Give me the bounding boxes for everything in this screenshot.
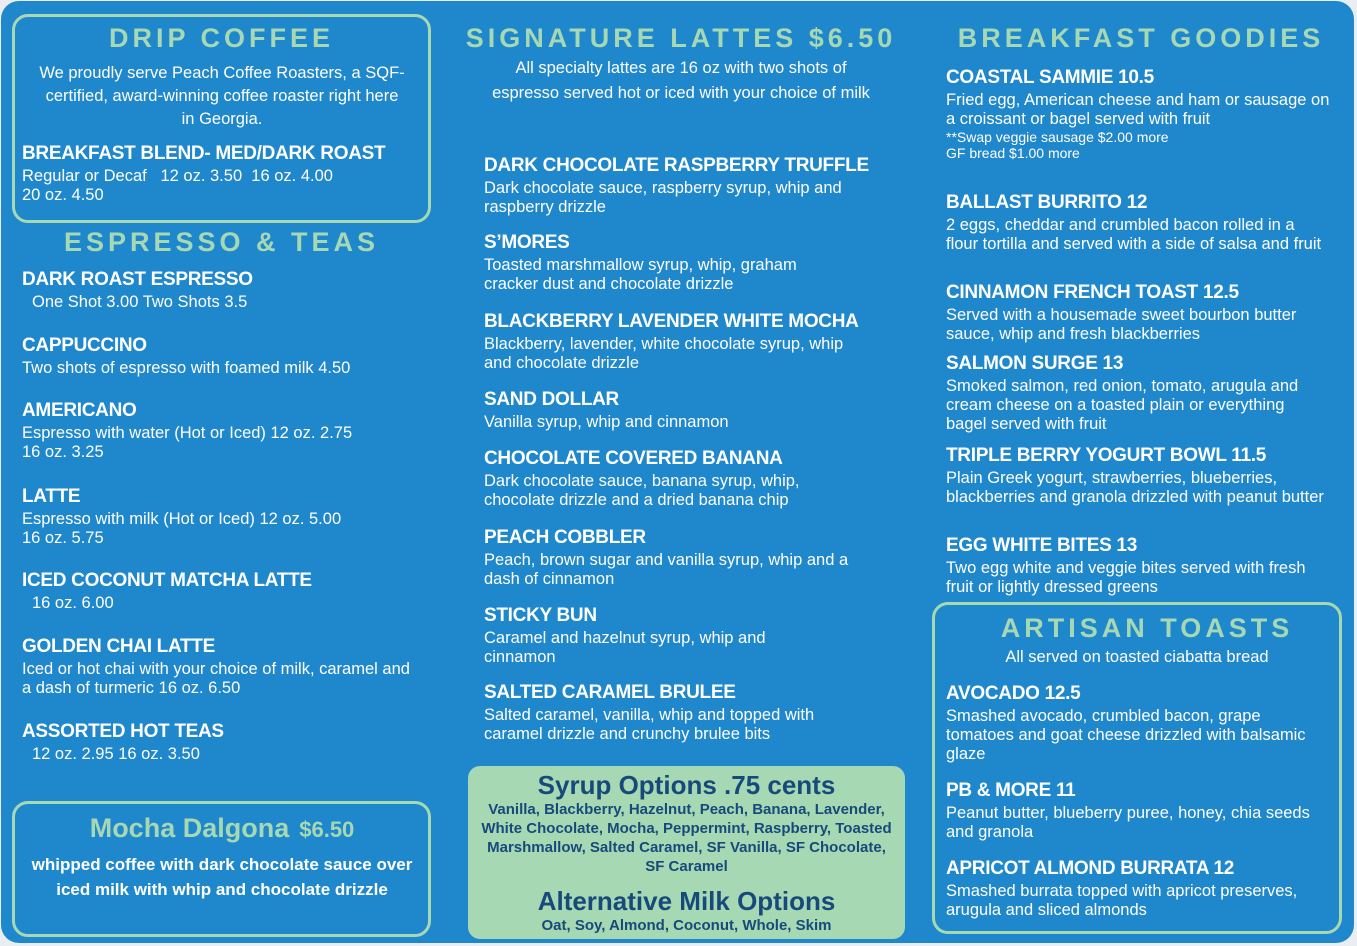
menu-item-sticky-bun: [484, 605, 884, 667]
menu-item-ballast-burrito: [946, 192, 1331, 254]
item-name: SALMON SURGE 13: [946, 353, 1124, 374]
menu-item-cinnamon-french-toast: [946, 282, 1316, 344]
item-desc: Salted caramel, vanilla, whip and topped with caramel drizzle and crunchy brulee bits: [484, 706, 815, 743]
menu-item-espresso: [22, 269, 422, 312]
mocha-dalgona-price: $6.50: [299, 817, 355, 842]
milk-options-list: Oat, Soy, Almond, Coconut, Whole, Skim: [541, 917, 832, 934]
item-name: AMERICANO: [22, 400, 137, 421]
item-desc: Blackberry, lavender, white chocolate syrup, whip and chocolate drizzle: [484, 335, 844, 372]
artisan-toasts-intro: All served on toasted ciabatta bread: [1005, 648, 1269, 666]
item-desc: Dark chocolate sauce, banana syrup, whip, chocolate drizzle and a dried banana chip: [484, 472, 800, 509]
item-name: GOLDEN CHAI LATTE: [22, 636, 215, 657]
menu-item-chocolate-banana: [484, 448, 884, 510]
menu-item-breakfast-blend: [22, 143, 422, 205]
item-name: APRICOT ALMOND BURRATA 12: [946, 858, 1235, 879]
menu-item-avocado-toast: [946, 683, 1321, 764]
menu-item-iced-coconut-matcha: [22, 570, 422, 613]
item-desc: 2 eggs, cheddar and crumbled bacon rolled in a flour tortilla and served with a side of salsa and fruit: [946, 216, 1322, 253]
syrup-options-list: Vanilla, Blackberry, Hazelnut, Peach, Banana, Lavender, White Chocolate, Mocha, Peppermint, Raspberry, Toasted Marshmallow, Salted Caramel, SF Vanilla, SF Chocolate, SF Caramel: [481, 801, 892, 875]
item-name: CINNAMON FRENCH TOAST 12.5: [946, 282, 1239, 303]
menu-item-coastal-sammie: [946, 67, 1331, 161]
syrup-options-box: [468, 766, 905, 939]
item-name: DARK CHOCOLATE RASPBERRY TRUFFLE: [484, 155, 869, 176]
item-desc: Served with a housemade sweet bourbon butter sauce, whip and fresh blackberries: [946, 306, 1297, 343]
menu-item-pb-and-more: [946, 780, 1321, 842]
item-desc: Toasted marshmallow syrup, whip, graham cracker dust and chocolate drizzle: [484, 256, 797, 293]
item-name: DARK ROAST ESPRESSO: [22, 269, 253, 290]
syrup-options-title: Syrup Options .75 cents: [537, 770, 836, 800]
menu-item-raspberry-truffle: [484, 155, 884, 217]
menu-item-salted-caramel-brulee: [484, 682, 884, 744]
item-name: TRIPLE BERRY YOGURT BOWL 11.5: [946, 445, 1266, 466]
item-desc: Caramel and hazelnut syrup, whip and cinnamon: [484, 629, 766, 666]
item-desc: 12 oz. 2.95 16 oz. 3.50: [32, 745, 200, 763]
item-desc: Fried egg, American cheese and ham or sausage on a croissant or bagel served with fruit: [946, 91, 1330, 128]
menu-item-peach-cobbler: [484, 527, 884, 589]
menu-item-latte: [22, 486, 422, 548]
mocha-dalgona-name: Mocha Dalgona: [89, 813, 290, 843]
item-name: STICKY BUN: [484, 605, 597, 626]
signature-lattes-intro: All specialty lattes are 16 oz with two shots of espresso served hot or iced with your choice of milk: [492, 59, 870, 102]
item-note: **Swap veggie sausage $2.00 more: [946, 129, 1169, 145]
item-name: BREAKFAST BLEND- MED/DARK ROAST: [22, 143, 386, 164]
item-name: CHOCOLATE COVERED BANANA: [484, 448, 783, 469]
item-desc: Smashed burrata topped with apricot preserves, arugula and sliced almonds: [946, 882, 1298, 919]
drip-coffee-intro: We proudly serve Peach Coffee Roasters, a SQF-certified, award-winning coffee roaster right here in Georgia.: [39, 64, 405, 128]
item-name: AVOCADO 12.5: [946, 683, 1081, 704]
espresso-teas-heading: ESPRESSO & TEAS: [63, 227, 380, 257]
item-desc: 16 oz. 6.00: [32, 594, 114, 612]
item-name: LATTE: [22, 486, 81, 507]
mocha-dalgona-desc: whipped coffee with dark chocolate sauce over iced milk with whip and chocolate drizzle: [31, 855, 413, 899]
milk-options-title: Alternative Milk Options: [537, 886, 836, 916]
item-note: GF bread $1.00 more: [946, 145, 1080, 161]
mocha-dalgona-title: [15, 813, 429, 844]
menu-item-salmon-surge: [946, 353, 1316, 434]
item-desc: Peach, brown sugar and vanilla syrup, whip and a dash of cinnamon: [484, 551, 849, 588]
menu-item-triple-berry-bowl: [946, 445, 1331, 507]
item-desc-line: 16 oz. 5.75: [22, 529, 104, 547]
item-name: ICED COCONUT MATCHA LATTE: [22, 570, 312, 591]
item-desc: [22, 510, 422, 548]
cafe-menu: [1, 1, 1354, 943]
item-desc: [22, 167, 422, 205]
item-name: BLACKBERRY LAVENDER WHITE MOCHA: [484, 311, 859, 332]
item-name: CAPPUCCINO: [22, 335, 147, 356]
drip-coffee-heading: DRIP COFFEE: [108, 23, 335, 53]
item-desc: Dark chocolate sauce, raspberry syrup, whip and raspberry drizzle: [484, 179, 842, 216]
item-desc: Iced or hot chai with your choice of milk, caramel and a dash of turmeric 16 oz. 6.50: [22, 660, 410, 697]
menu-item-apricot-burrata: [946, 858, 1338, 920]
item-name: COASTAL SAMMIE 10.5: [946, 67, 1154, 88]
item-name: PEACH COBBLER: [484, 527, 646, 548]
item-desc: Smashed avocado, crumbled bacon, grape tomatoes and goat cheese drizzled with balsamic glaze: [946, 707, 1306, 763]
item-desc: Peanut butter, blueberry puree, honey, chia seeds and granola: [946, 804, 1310, 841]
item-desc: Two shots of espresso with foamed milk 4.50: [22, 359, 351, 377]
item-desc-line: Regular or Decaf 12 oz. 3.50 16 oz. 4.00: [22, 167, 333, 185]
item-desc: [22, 424, 422, 462]
menu-item-blackberry-lavender: [484, 311, 884, 373]
item-desc-line: Espresso with milk (Hot or Iced) 12 oz. 5.00: [22, 510, 342, 528]
menu-item-sand-dollar: [484, 389, 884, 432]
item-name: EGG WHITE BITES 13: [946, 535, 1137, 556]
item-desc: Two egg white and veggie bites served with fresh fruit or lightly dressed greens: [946, 559, 1306, 596]
breakfast-goodies-heading: BREAKFAST GOODIES: [957, 23, 1325, 53]
menu-item-americano: [22, 400, 422, 462]
item-desc-line: 20 oz. 4.50: [22, 186, 104, 204]
item-name: PB & MORE 11: [946, 780, 1076, 801]
menu-item-egg-white-bites: [946, 535, 1316, 597]
item-name: SALTED CARAMEL BRULEE: [484, 682, 736, 703]
item-desc-line: 16 oz. 3.25: [22, 443, 104, 461]
artisan-toasts-heading: ARTISAN TOASTS: [1000, 613, 1294, 643]
item-desc-line: Espresso with water (Hot or Iced) 12 oz. 2.75: [22, 424, 353, 442]
item-desc: Smoked salmon, red onion, tomato, arugula and cream cheese on a toasted plain or everything bagel served with fruit: [946, 377, 1299, 433]
item-desc: Plain Greek yogurt, strawberries, blueberries, blackberries and granola drizzled with peanut butter: [946, 469, 1324, 506]
menu-item-smores: [484, 232, 884, 294]
menu-item-cappuccino: [22, 335, 422, 378]
menu-item-golden-chai: [22, 636, 422, 698]
item-name: ASSORTED HOT TEAS: [22, 721, 224, 742]
menu-item-hot-teas: [22, 721, 422, 764]
item-name: SAND DOLLAR: [484, 389, 619, 410]
item-name: BALLAST BURRITO 12: [946, 192, 1148, 213]
item-desc: Vanilla syrup, whip and cinnamon: [484, 413, 729, 431]
signature-lattes-heading: SIGNATURE LATTES $6.50: [465, 23, 897, 53]
item-name: S’MORES: [484, 232, 570, 253]
item-desc: One Shot 3.00 Two Shots 3.5: [32, 293, 248, 311]
